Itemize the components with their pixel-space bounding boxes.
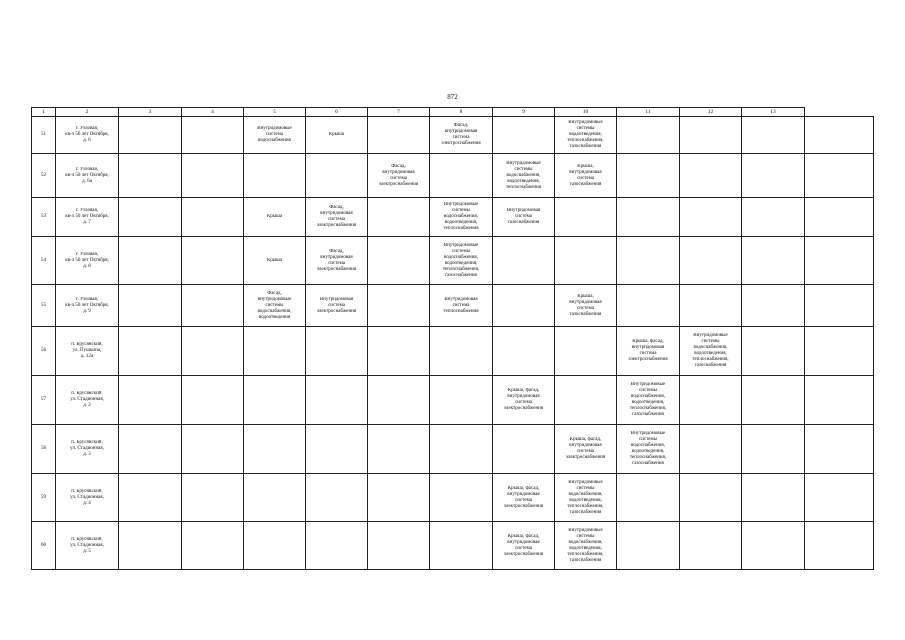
work-cell <box>805 376 874 425</box>
address-cell <box>56 474 119 522</box>
work-cell <box>805 117 874 154</box>
work-cell <box>244 117 306 154</box>
address-text: г. Узловая, кв-л 50 лет Октября, д. 7 <box>65 208 109 225</box>
table-row <box>32 117 874 154</box>
address-cell <box>56 522 119 570</box>
column-header: 9 <box>493 108 555 117</box>
work-text: Фасад, внутридомовая система электроснабжения <box>316 248 357 272</box>
row-number-cell: 52 <box>32 154 56 198</box>
work-cell <box>742 376 805 425</box>
work-cell <box>430 154 493 198</box>
work-cell <box>368 474 430 522</box>
work-cell <box>680 522 742 570</box>
row-number-cell: 57 <box>32 376 56 425</box>
work-cell <box>555 154 617 198</box>
work-text: Крыша <box>328 132 345 137</box>
column-header: 2 <box>56 108 119 117</box>
work-cell <box>306 327 368 376</box>
row-number-cell: 60 <box>32 522 56 570</box>
work-cell <box>805 198 874 237</box>
work-cell <box>742 237 805 285</box>
address-text: п. Брусянский, ул. Стадионная, д. 2 <box>70 391 104 408</box>
address-text: г. Узловая, кв-л 50 лет Октября, д. 6 <box>65 126 109 143</box>
address-cell <box>56 285 119 327</box>
table-row <box>32 474 874 522</box>
work-text: Крыша, фасад, внутридомовая система электроснабжения <box>565 437 606 460</box>
work-text: Внутридомовые система водоснабжения <box>257 126 292 143</box>
column-header: 10 <box>555 108 617 117</box>
work-text: Фасад, внутридомовые системы водоснабжения, водоотведения <box>257 290 292 320</box>
address-cell <box>56 425 119 474</box>
work-cell <box>119 327 182 376</box>
address-cell <box>56 327 119 376</box>
address-text: п. Брусянский, ул. Стадионная, д. 4 <box>70 488 104 506</box>
address-text: г. Узловая, кв-л 50 лет Октября, д. 6а <box>65 166 109 184</box>
work-cell <box>493 376 555 425</box>
work-cell <box>555 376 617 425</box>
work-cell <box>119 154 182 198</box>
work-text: Фасад, внутридомовая система электроснабжения <box>316 205 357 228</box>
row-number-cell: 51 <box>32 117 56 154</box>
work-text: Внутридомовые системы водоснабжения, водоотведения, теплоснабжения, газоснабжения <box>629 431 667 466</box>
work-cell <box>617 425 680 474</box>
work-cell <box>680 327 742 376</box>
column-header: 8 <box>430 108 493 117</box>
address-text: п. Брусянский, ул. Стадионная, д. 3 <box>70 440 104 457</box>
work-cell <box>805 522 874 570</box>
work-text: Крыша <box>266 257 283 263</box>
work-cell <box>617 522 680 570</box>
address-cell <box>56 376 119 425</box>
work-cell <box>742 327 805 376</box>
work-text: Крыша, фасад, внутридомовая система электроснабжения <box>628 339 668 362</box>
work-cell <box>742 474 805 522</box>
table-row <box>32 376 874 425</box>
work-text: Внутридомовые системы водоснабжения, водоотведения, теплоснабжения <box>443 202 479 231</box>
work-text: Внутридомовые системы водоснабжения, водоотведения, теплоснабжения, газоснабжения <box>442 242 480 278</box>
work-text: Внутридомовые системы водоснабжения, водоотведения, теплоснабжения <box>506 160 541 190</box>
work-cell <box>306 154 368 198</box>
work-cell <box>182 522 244 570</box>
work-cell <box>182 237 244 285</box>
row-number-cell: 55 <box>32 285 56 327</box>
work-cell <box>182 474 244 522</box>
work-cell <box>368 522 430 570</box>
work-text: Крыша, фасад, внутридомовая система электроснабжения <box>503 388 544 411</box>
work-cell <box>244 237 306 285</box>
row-number-cell: 59 <box>32 474 56 522</box>
column-header: 3 <box>119 108 182 117</box>
work-cell <box>617 474 680 522</box>
column-header: 6 <box>306 108 368 117</box>
address-text: г. Узловая, кв-л 50 лет Октября, д. 9 <box>65 296 109 314</box>
column-header: 13 <box>742 108 805 117</box>
work-text: Фасад, внутридомовая система электроснабжения <box>378 163 419 187</box>
work-cell <box>430 237 493 285</box>
work-cell <box>555 327 617 376</box>
work-cell <box>119 522 182 570</box>
work-cell <box>119 474 182 522</box>
row-number-cell: 54 <box>32 237 56 285</box>
work-cell <box>805 425 874 474</box>
work-cell <box>430 522 493 570</box>
column-header: 4 <box>182 108 244 117</box>
work-cell <box>617 285 680 327</box>
work-cell <box>742 117 805 154</box>
work-cell <box>306 117 368 154</box>
work-text: Внутридомовые системы водоотведения, теплоснабжения, газоснабжения <box>567 120 604 149</box>
work-cell <box>430 425 493 474</box>
work-text: Внутридомовая система теплоснабжения <box>443 296 479 314</box>
work-cell <box>805 154 874 198</box>
work-cell <box>182 285 244 327</box>
work-cell <box>182 198 244 237</box>
address-text: п. Брусянский, ул. Стадионная, д. 5 <box>70 536 104 554</box>
work-cell <box>742 154 805 198</box>
work-cell <box>555 474 617 522</box>
address-cell <box>56 154 119 198</box>
work-cell <box>805 237 874 285</box>
work-text: Крыша <box>266 214 283 219</box>
work-cell <box>805 327 874 376</box>
table-row <box>32 425 874 474</box>
work-cell <box>306 198 368 237</box>
work-cell <box>805 474 874 522</box>
table-row <box>32 154 874 198</box>
work-cell <box>306 237 368 285</box>
work-cell <box>493 117 555 154</box>
work-cell <box>555 285 617 327</box>
work-cell <box>680 425 742 474</box>
column-header: 5 <box>244 108 306 117</box>
table-row <box>32 522 874 570</box>
work-cell <box>368 425 430 474</box>
work-cell <box>182 425 244 474</box>
work-cell <box>182 376 244 425</box>
work-cell <box>805 285 874 327</box>
work-cell <box>368 327 430 376</box>
work-cell <box>182 154 244 198</box>
work-text: Внутридомовая система газоснабжения <box>506 208 541 225</box>
work-text: Крыша, фасад, внутридомовая система электроснабжения <box>503 533 544 557</box>
work-cell <box>306 425 368 474</box>
work-cell <box>368 117 430 154</box>
work-cell <box>555 117 617 154</box>
address-cell <box>56 198 119 237</box>
work-cell <box>430 327 493 376</box>
work-cell <box>680 474 742 522</box>
column-header: 1 <box>32 108 56 117</box>
table-row <box>32 327 874 376</box>
work-cell <box>430 117 493 154</box>
work-cell <box>244 376 306 425</box>
work-cell <box>493 237 555 285</box>
work-cell <box>182 327 244 376</box>
work-cell <box>119 237 182 285</box>
work-cell <box>680 376 742 425</box>
address-cell <box>56 237 119 285</box>
work-cell <box>306 376 368 425</box>
page-number: 872 <box>447 93 458 101</box>
work-cell <box>680 198 742 237</box>
work-cell <box>430 285 493 327</box>
work-cell <box>680 285 742 327</box>
work-cell <box>742 425 805 474</box>
work-cell <box>119 285 182 327</box>
work-cell <box>306 522 368 570</box>
table-row <box>32 285 874 327</box>
column-header: 11 <box>617 108 680 117</box>
work-cell <box>493 474 555 522</box>
work-cell <box>306 285 368 327</box>
work-cell <box>430 376 493 425</box>
work-cell <box>368 376 430 425</box>
work-text: Внутридомовая система электроснабжения <box>316 296 357 314</box>
row-number-cell: 53 <box>32 198 56 237</box>
work-text: Крыша, фасад, внутридомовая система электроснабжения <box>503 485 544 509</box>
work-text: Внутридомовые системы водоснабжения, водоотведения, теплоснабжения, газоснабжения <box>567 479 604 515</box>
row-number-cell: 56 <box>32 327 56 376</box>
work-cell <box>368 198 430 237</box>
work-cell <box>555 425 617 474</box>
work-cell <box>306 474 368 522</box>
work-text: Крыша, внутридомовая система газоснабжения <box>569 293 602 317</box>
work-cell <box>244 154 306 198</box>
work-cell <box>119 425 182 474</box>
work-cell <box>430 198 493 237</box>
work-text: Внутридомовые системы водоснабжения, водоотведения, теплоснабжения, газоснабжения <box>692 333 729 368</box>
work-cell <box>244 285 306 327</box>
table-row <box>32 198 874 237</box>
work-cell <box>493 425 555 474</box>
address-text: г. Узловая, кв-л 50 лет Октября, д. 8 <box>65 251 109 269</box>
work-cell <box>244 474 306 522</box>
work-cell <box>555 237 617 285</box>
work-cell <box>617 117 680 154</box>
work-text: Крыша, внутридомовая система газоснабжения <box>569 163 602 187</box>
work-cell <box>244 522 306 570</box>
work-text: Внутридомовые системы водоснабжения, водоотведения, теплоснабжения, газоснабжения <box>567 527 604 563</box>
work-cell <box>617 376 680 425</box>
table-header-row <box>32 108 874 117</box>
work-text: Внутридомовые системы водоснабжения, водоотведения, теплоснабжения, газоснабжения <box>629 382 667 417</box>
work-cell <box>742 285 805 327</box>
work-cell <box>119 376 182 425</box>
work-cell <box>617 198 680 237</box>
work-cell <box>368 237 430 285</box>
work-cell <box>182 117 244 154</box>
work-cell <box>555 522 617 570</box>
work-cell <box>493 522 555 570</box>
work-cell <box>493 154 555 198</box>
work-cell <box>244 327 306 376</box>
work-cell <box>617 154 680 198</box>
work-cell <box>742 198 805 237</box>
address-text: п. Брусянский, ул. Пушкина, д. 12а <box>71 342 103 359</box>
work-cell <box>617 237 680 285</box>
column-header: 12 <box>680 108 742 117</box>
work-cell <box>119 198 182 237</box>
work-cell <box>368 285 430 327</box>
work-cell <box>493 285 555 327</box>
row-number-cell: 58 <box>32 425 56 474</box>
work-cell <box>430 474 493 522</box>
work-cell <box>493 198 555 237</box>
work-cell <box>680 117 742 154</box>
work-cell <box>680 237 742 285</box>
work-cell <box>555 198 617 237</box>
work-cell <box>617 327 680 376</box>
work-cell <box>119 117 182 154</box>
work-cell <box>368 154 430 198</box>
repair-schedule-table <box>31 107 874 570</box>
work-cell <box>244 425 306 474</box>
table-row <box>32 237 874 285</box>
address-cell <box>56 117 119 154</box>
column-header: 7 <box>368 108 430 117</box>
work-text: Фасад, внутридомовая система электроснабжения <box>441 123 481 146</box>
work-cell <box>742 522 805 570</box>
work-cell <box>244 198 306 237</box>
work-cell <box>680 154 742 198</box>
work-cell <box>493 327 555 376</box>
